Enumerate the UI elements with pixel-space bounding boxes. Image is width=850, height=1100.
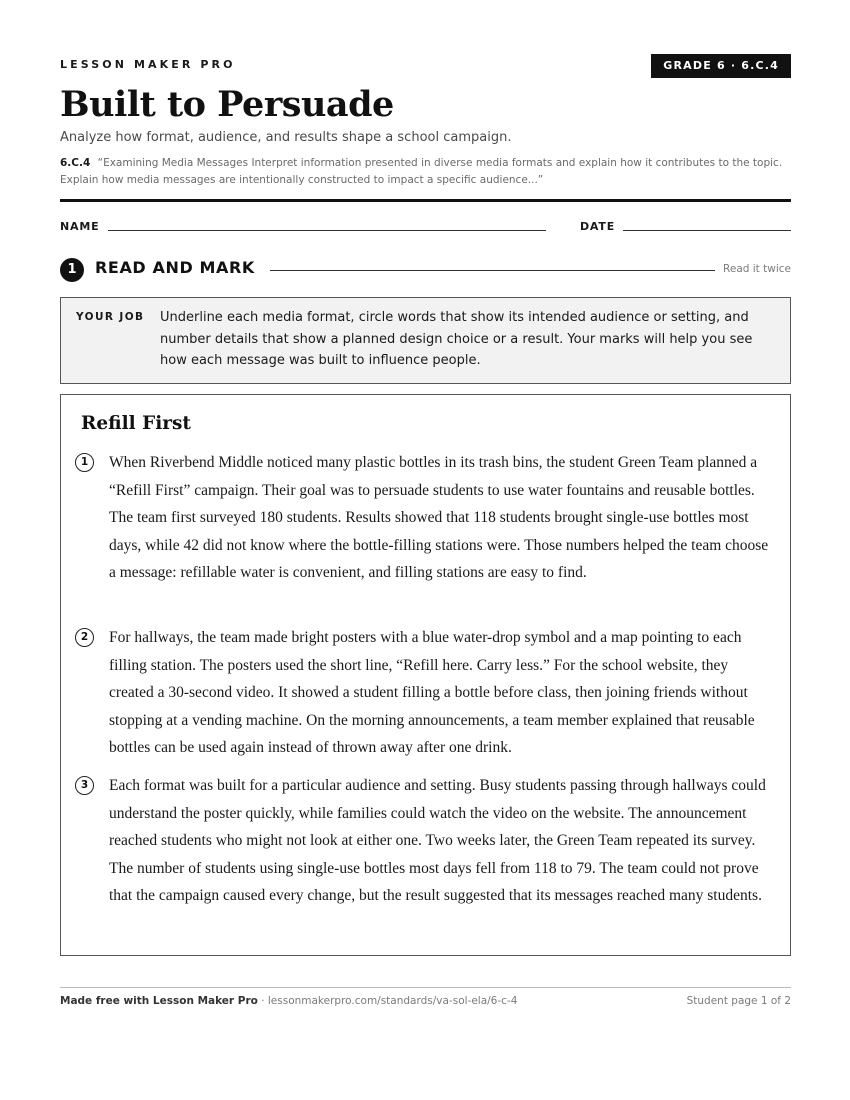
paragraph-text: When Riverbend Middle noticed many plastic bottles in its trash bins, the student Green Team planned a “Refill First” campaign. Their goal was to persuade students to use water fountains and reusable bottles. The team first surveyed 180 students. Results showed that 118 students brought single-use bottles most days, while 42 did not know where the bottle-filling stations were. Those numbers helped the team choose a message: refillable water is convenient, and filling stations are easy to find. — [109, 454, 769, 582]
date-label: DATE — [580, 220, 616, 233]
footer-divider — [60, 987, 791, 988]
date-field[interactable] — [623, 230, 791, 231]
reading-passage — [60, 394, 791, 956]
brand-name: LESSON MAKER PRO — [60, 58, 236, 71]
footer-page-number: Student page 1 of 2 — [686, 995, 791, 1007]
paragraph-number: 3 — [75, 776, 94, 795]
passage-title: Refill First — [81, 413, 191, 434]
your-job-label: YOUR JOB — [76, 311, 145, 323]
header-divider — [60, 199, 791, 202]
paragraph-number: 1 — [75, 453, 94, 472]
your-job-box — [60, 297, 791, 384]
your-job-instructions: Underline each media format, circle words that show its intended audience or setting, and number details that show a planned design choice or a result. Your marks will help you see how each message was built to influence people. — [160, 310, 753, 368]
section-note: Read it twice — [723, 263, 791, 275]
paragraph-text: Each format was built for a particular audience and setting. Busy students passing through hallways could understand the poster quickly, while families could watch the video on the website. The announcement reached students who might not look at either one. Two weeks later, the Green Team repeated its survey. The number of students using single-use bottles most days fell from 118 to 79. The team could not prove that the campaign caused every change, but the result suggested that its messages reached many students. — [109, 777, 766, 905]
section-title: READ AND MARK — [95, 258, 255, 277]
footer-credit — [60, 995, 517, 1007]
standard-description — [60, 155, 791, 188]
standard-code: 6.C.4 — [60, 157, 91, 169]
section-divider — [270, 270, 715, 271]
name-field[interactable] — [108, 230, 546, 231]
grade-badge: GRADE 6 · 6.C.4 — [651, 54, 791, 78]
section-number-badge: 1 — [60, 258, 84, 282]
paragraph-text: For hallways, the team made bright posters with a blue water-drop symbol and a map pointing to each filling station. The posters used the short line, “Refill here. Carry less.” For the school website, they created a 30-second video. It showed a student filling a bottle before class, then joining friends without stopping at a vending machine. On the morning announcements, a team member explained that reusable bottles can be used again instead of thrown away after one drink. — [109, 629, 755, 757]
footer-url[interactable]: · lessonmakerpro.com/standards/va-sol-ela/6-c-4 — [257, 995, 518, 1007]
standard-text: “Examining Media Messages Interpret information presented in diverse media formats and explain how it contributes to the topic. Explain how media messages are intentionally constructed to impact a specific audience...” — [60, 157, 783, 186]
footer-made-with: Made free with Lesson Maker Pro — [60, 995, 258, 1007]
page-title: Built to Persuade — [60, 84, 394, 125]
page-subtitle: Analyze how format, audience, and results shape a school campaign. — [60, 130, 512, 145]
paragraph-number: 2 — [75, 628, 94, 647]
name-label: NAME — [60, 220, 100, 233]
